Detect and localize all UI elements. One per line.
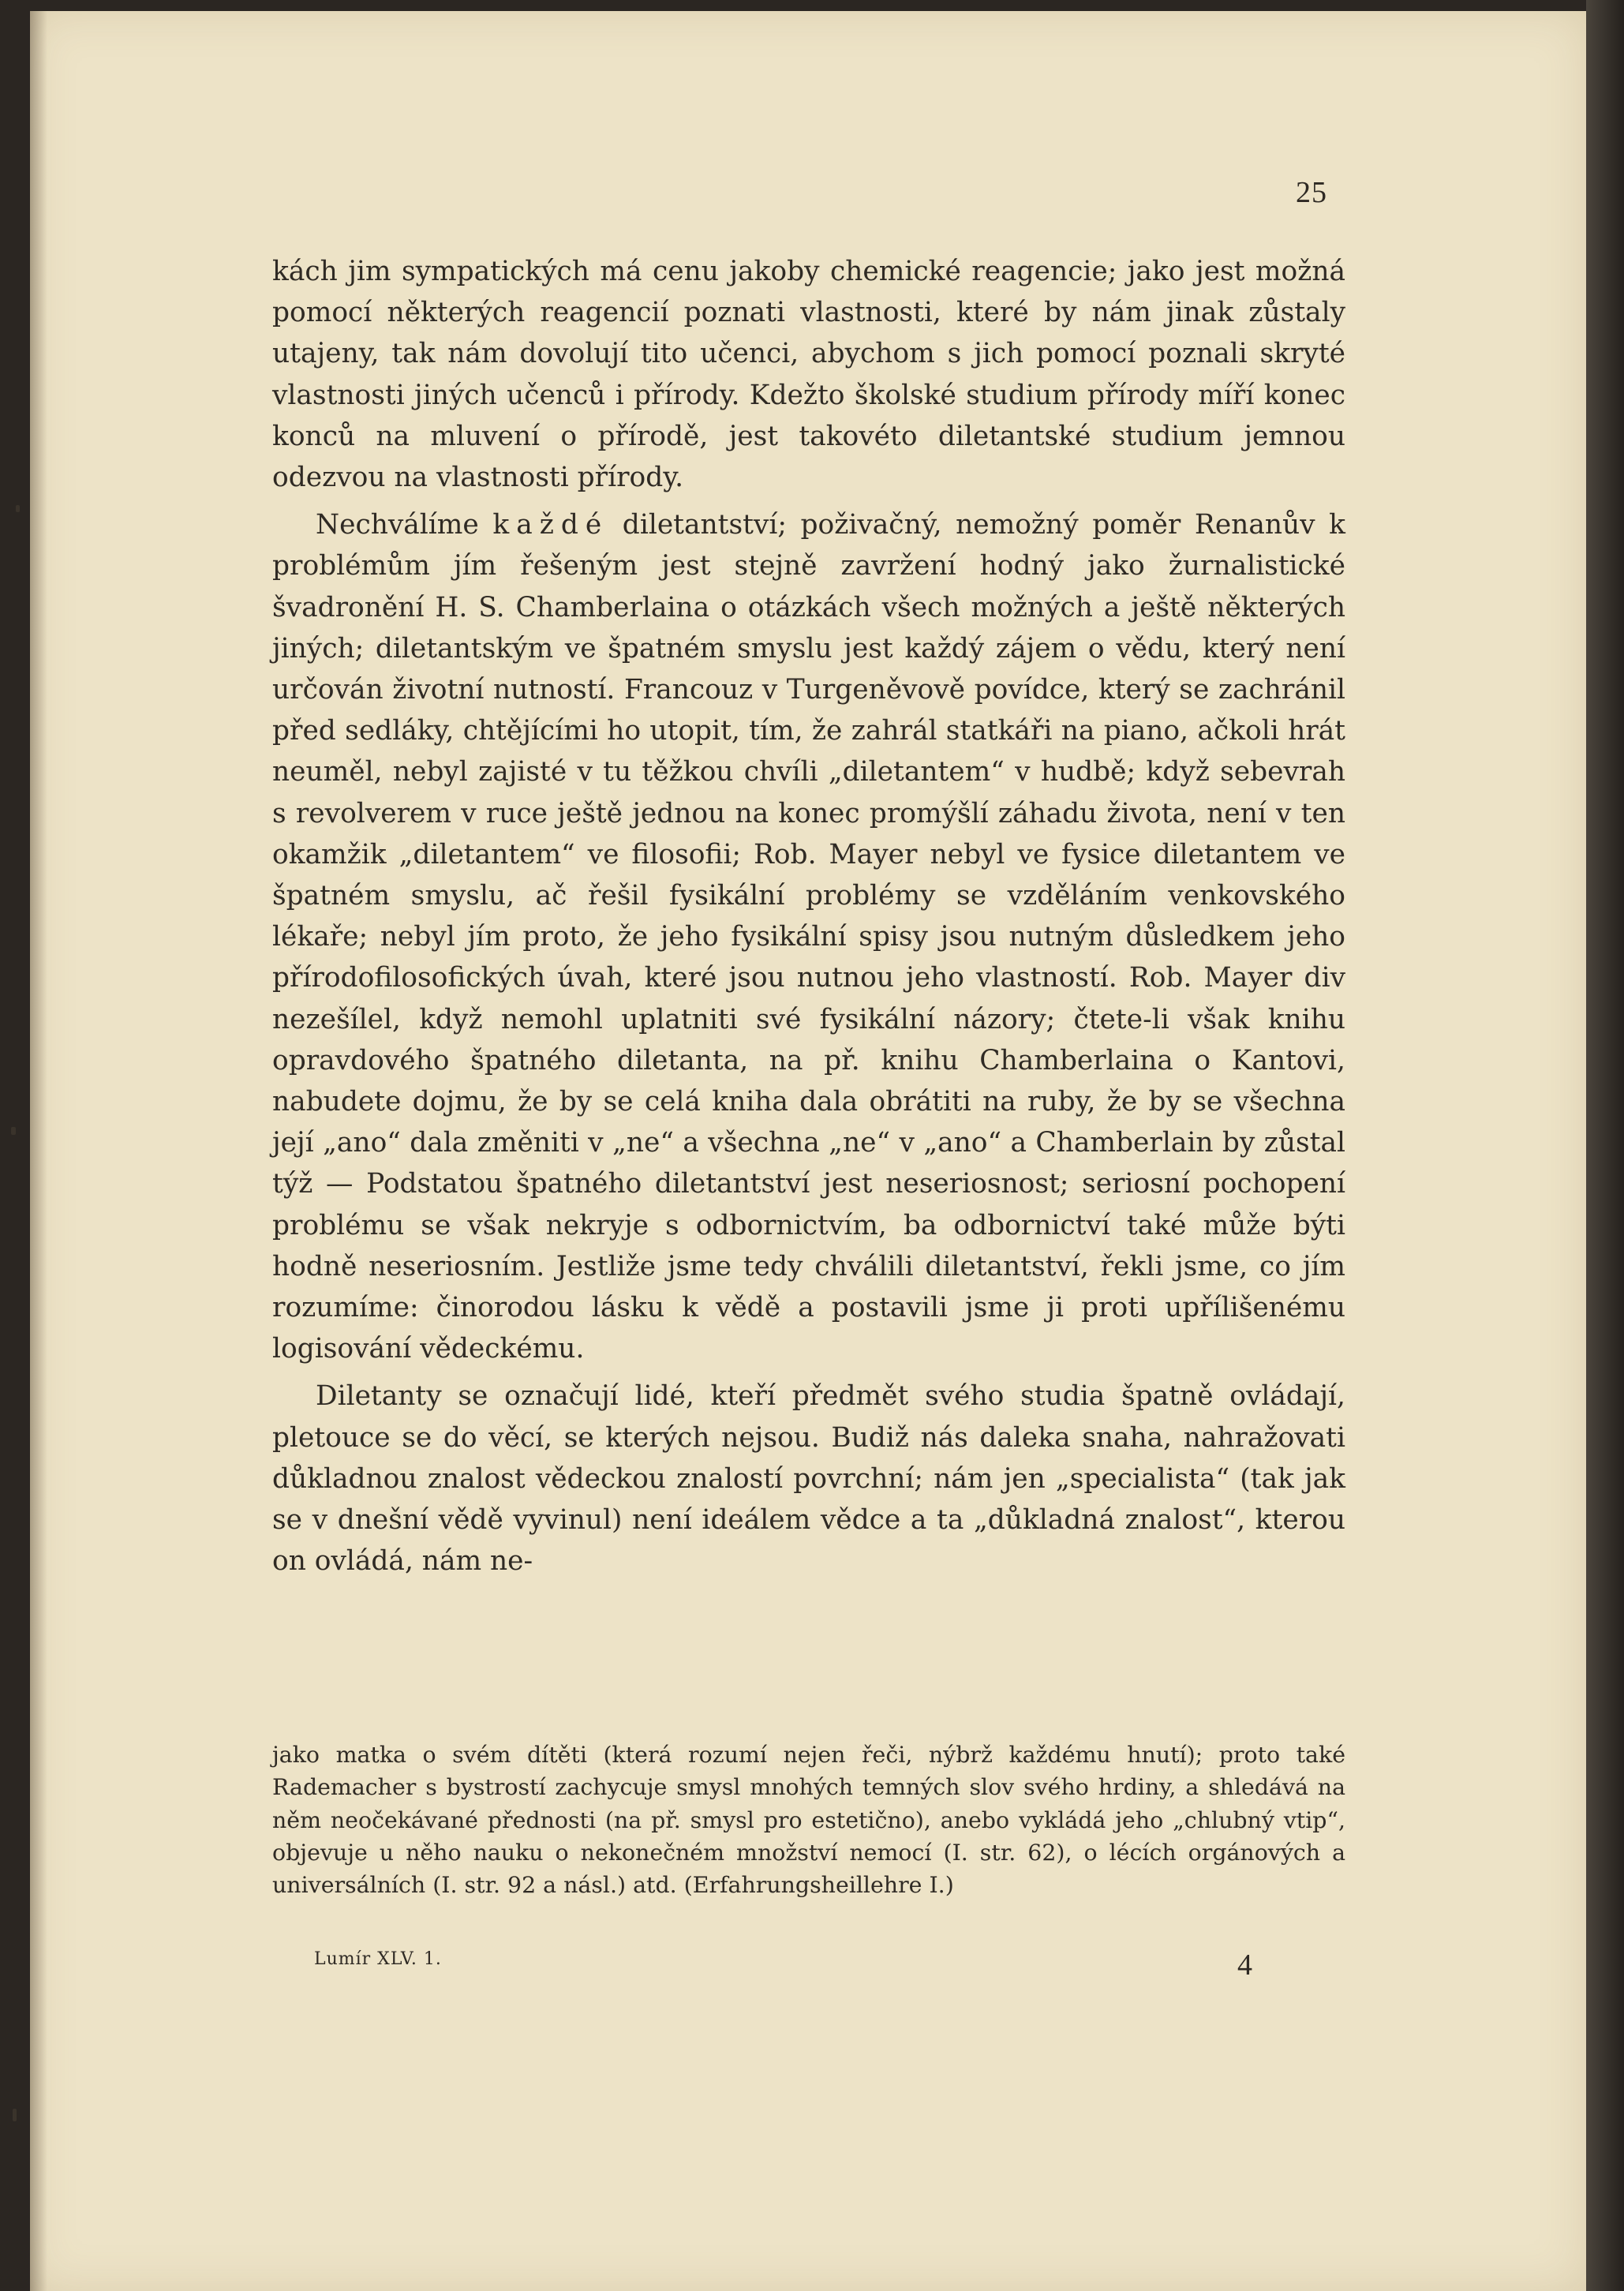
emphasized-word: každé xyxy=(492,509,609,541)
footnote xyxy=(272,1739,1345,1901)
page-number: 25 xyxy=(1296,176,1327,209)
footnote-text: jako matka o svém dítěti (která rozumí nejen řeči, nýbrž každému hnutí); proto také Rademacher s bystrostí zachycuje smysl mnohých temných slov svého hrdiny, a shledává na něm neočekávané přednosti (na př. smysl pro estetično), anebo vykládá jeho „chlubný vtip“, objevuje u něho nauku o nekonečném množství nemocí (I. str. 62), o lécích orgánových a universálních (I. str. 92 a násl.) atd. (Erfahrungsheillehre I.) xyxy=(272,1742,1345,1899)
paper-speck xyxy=(16,505,20,512)
page-edge xyxy=(1586,0,1624,2291)
paragraph xyxy=(272,504,1345,1369)
paper-speck xyxy=(11,1127,16,1135)
paragraph: Diletanty se označují lidé, kteří předmět svého studia špatně ovládají, pletouce se do věcí, se kterých nejsou. Budiž nás daleka snaha, nahražovati důkladnou znalost vědeckou znalostí povrchní; nám jen „specialista“ (tak jak se v dnešní vědě vyvinul) není ideálem vědce a ta „důkladná znalost“, kterou on ovládá, nám ne- xyxy=(272,1380,1345,1578)
main-text xyxy=(272,251,1345,1582)
sheet-number: 4 xyxy=(1237,1948,1252,1982)
paragraph: kách jim sympatických má cenu jakoby chemické reagencie; jako jest možná pomocí některých reagencií poznati vlastnosti, které by nám jinak zůstaly utajeny, tak nám dovolují tito učenci, abychom s jich pomocí poznali skryté vlastnosti jiných učenců i přírody. Kdežto školské studium přírody míří konec konců na mluvení o přírodě, jest takovéto diletantské studium jemnou odezvou na vlastnosti přírody. xyxy=(272,256,1345,494)
paragraph-lead: Nechválíme xyxy=(316,509,493,541)
paper-speck xyxy=(13,2109,17,2121)
paragraph-body: diletantství; poživačný, nemožný poměr Renanův k problémům jím řešeným jest stejně zavržení hodný jako žurnalistické švadronění H. S. Chamberlaina o otázkách všech možných a ještě některých jiných; diletantským ve špatném smyslu jest každý zájem o vědu, který není určován životní nutností. Francouz v Turgeněvově povídce, který se zachránil před sedláky, chtějícími ho utopit, tím, že zahrál statkáři na piano, ačkoli hrát neuměl, nebyl zajisté v tu těžkou chvíli „diletantem“ v hudbě; když sebevrah s revolverem v ruce ještě jednou na konec promýšlí záhadu života, není v ten okamžik „diletantem“ ve filosofii; Rob. Mayer nebyl ve fysice diletantem ve špatném smyslu, ač řešil fysikální problémy se vzděláním venkovského lékaře; nebyl jím proto, že jeho fysikální spisy jsou nutným důsledkem jeho přírodofilosofických úvah, které jsou nutnou jeho vlastností. Rob. Mayer div nezešílel, když nemohl uplatniti své fysikální názory; čtete-li však knihu opravdového špatného diletanta, na př. knihu Chamberlaina o Kantovi, nabudete dojmu, že by se celá kniha dala obrátiti na ruby, že by se všechna její „ano“ dala změniti v „ne“ a všechna „ne“ v „ano“ a Chamberlain by zůstal týž — Podstatou špatného diletantství jest neseriosnost; seriosní pochopení problému se však nekryje s odbornictvím, ba odbornictví také může býti hodně neseriosním. Jestliže jsme tedy chválili diletantství, řekli jsme, co jím rozumíme: činorodou lásku k vědě a postavili jsme ji proti upřílišenému logisování vědeckému. xyxy=(272,509,1345,1365)
page-gutter-shadow xyxy=(30,11,47,2291)
printer-signature: Lumír XLV. 1. xyxy=(314,1949,442,1969)
